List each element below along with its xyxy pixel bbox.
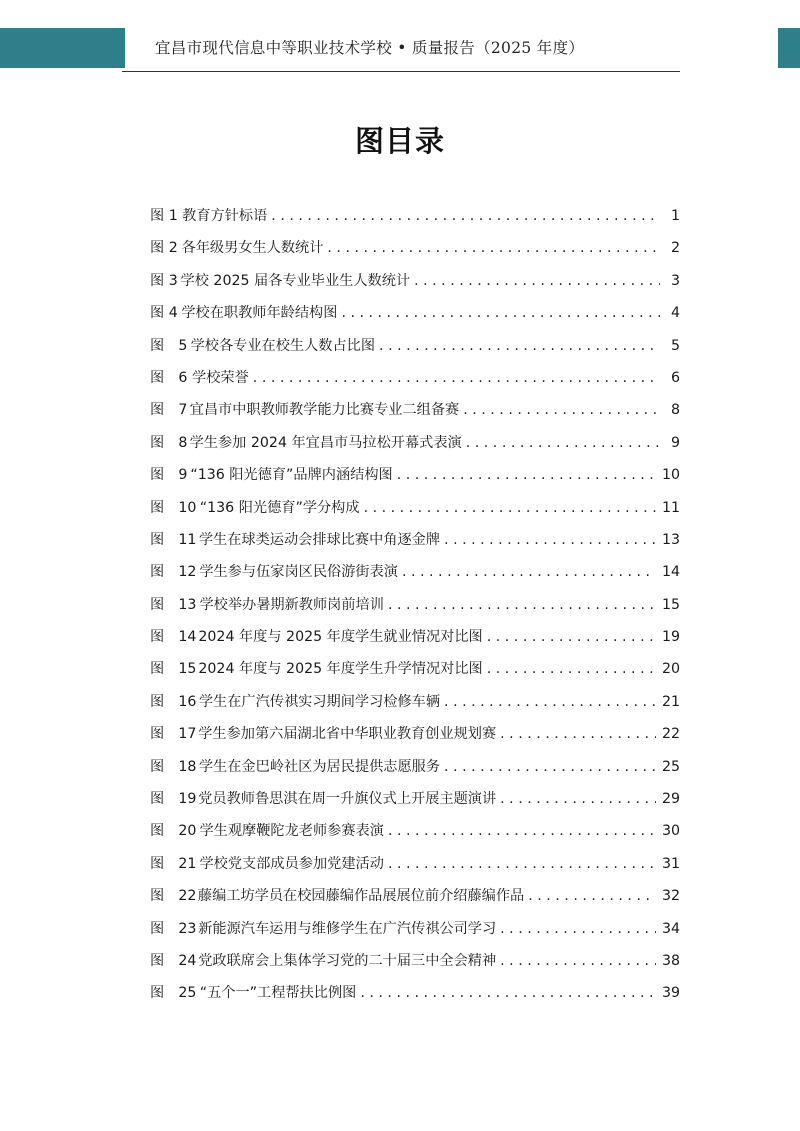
toc-entry[interactable] <box>150 982 680 1014</box>
toc-figure-label: 图 22 <box>150 888 197 905</box>
header-accent-bar-left <box>0 28 125 68</box>
toc-dot-leader <box>360 982 656 1004</box>
toc-page-number: 15 <box>661 596 680 613</box>
toc-figure-label: 图 1 <box>150 208 178 224</box>
toc-entry[interactable] <box>150 853 680 885</box>
toc-page-number: 4 <box>670 305 680 322</box>
toc-page-number: 3 <box>670 272 680 289</box>
header-accent-bar-right <box>778 28 800 68</box>
toc-figure-label: 图 10 <box>150 499 197 516</box>
toc-entry[interactable] <box>150 756 680 788</box>
header-divider <box>122 71 680 72</box>
toc-entry[interactable] <box>150 464 680 496</box>
toc-entry[interactable] <box>150 367 680 399</box>
page-title: 图目录 <box>354 124 445 158</box>
toc-entry[interactable] <box>150 205 680 237</box>
toc-figure-title: 学校 2025 届各专业毕业生人数统计 <box>180 272 411 289</box>
toc-figure-title: 教育方针标语 <box>182 208 268 224</box>
toc-figure-title: 学生在球类运动会排球比赛中角逐金牌 <box>198 531 441 548</box>
toc-figure-title: 2024 年度与 2025 年度学生就业情况对比图 <box>198 629 483 646</box>
toc-entry[interactable] <box>150 885 680 917</box>
toc-entry[interactable] <box>150 335 680 367</box>
toc-page-number: 14 <box>661 564 680 581</box>
toc-figure-title: 宜昌市中职教师教学能力比赛专业二组备赛 <box>189 402 460 419</box>
toc-figure-title: 学校在职教师年龄结构图 <box>181 305 338 322</box>
toc-figure-label: 图 7 <box>150 402 188 419</box>
toc-dot-leader <box>487 626 656 648</box>
toc-page-number: 38 <box>661 952 680 969</box>
toc-figure-label: 图 15 <box>150 661 197 678</box>
toc-page-number: 30 <box>661 823 680 840</box>
toc-figure-title: “136 阳光德育”品牌内涵结构图 <box>190 467 393 484</box>
toc-entry[interactable] <box>150 626 680 658</box>
toc-figure-title: “五个一”工程帮扶比例图 <box>199 985 357 1002</box>
toc-figure-label: 图 4 <box>150 305 178 322</box>
toc-figure-title: “136 阳光德育”学分构成 <box>199 499 360 516</box>
toc-figure-label: 图 6 <box>150 369 188 386</box>
toc-page-number: 39 <box>661 985 680 1002</box>
toc-dot-leader <box>444 756 656 778</box>
toc-figure-label: 图 11 <box>150 531 197 548</box>
toc-entry[interactable] <box>150 529 680 561</box>
toc-figure-label: 图 16 <box>150 693 197 710</box>
toc-entry[interactable] <box>150 399 680 431</box>
toc-entry[interactable] <box>150 594 680 626</box>
toc-figure-label: 图 3 <box>150 272 178 289</box>
toc-entry[interactable] <box>150 950 680 982</box>
toc-dot-leader <box>500 950 656 972</box>
toc-figure-label: 图 2 <box>150 240 178 257</box>
toc-page-number: 32 <box>661 888 680 905</box>
toc-figure-title: 学生参与伍家岗区民俗游街表演 <box>199 564 398 581</box>
toc-entry[interactable] <box>150 497 680 529</box>
toc-dot-leader <box>379 335 660 357</box>
toc-dot-leader <box>463 399 660 421</box>
toc-dot-leader <box>388 853 656 875</box>
toc-entry[interactable] <box>150 302 680 334</box>
toc-figure-label: 图 20 <box>150 823 197 840</box>
toc-entry[interactable] <box>150 788 680 820</box>
toc-page-number: 31 <box>661 855 680 872</box>
toc-figure-title: 学校荣誉 <box>192 369 249 386</box>
toc-figure-label: 图 23 <box>150 920 197 937</box>
toc-page-number: 8 <box>670 402 680 419</box>
figure-list <box>150 205 680 1015</box>
toc-figure-title: 党政联席会上集体学习党的二十届三中全会精神 <box>198 952 497 969</box>
toc-dot-leader <box>271 205 660 227</box>
toc-figure-title: 学校党支部成员参加党建活动 <box>199 855 384 872</box>
toc-dot-leader <box>253 367 660 389</box>
toc-figure-label: 图 5 <box>150 337 188 354</box>
toc-figure-title: 学生参加 2024 年宜昌市马拉松开幕式表演 <box>189 434 462 451</box>
toc-dot-leader <box>528 885 656 907</box>
toc-dot-leader <box>388 820 656 842</box>
toc-page-number: 10 <box>661 467 680 484</box>
toc-dot-leader <box>341 302 660 324</box>
report-header-title: 宜昌市现代信息中等职业技术学校 • 质量报告（2025 年度） <box>155 39 585 57</box>
toc-entry[interactable] <box>150 918 680 950</box>
toc-entry[interactable] <box>150 820 680 852</box>
toc-figure-label: 图 25 <box>150 985 197 1002</box>
toc-entry[interactable] <box>150 237 680 269</box>
toc-page-number: 34 <box>661 920 680 937</box>
toc-figure-title: 藤编工坊学员在校园藤编作品展展位前介绍藤编作品 <box>197 888 525 905</box>
toc-figure-label: 图 13 <box>150 596 197 613</box>
toc-figure-title: 学生在金巴岭社区为居民提供志愿服务 <box>198 758 441 775</box>
toc-dot-leader <box>466 432 660 454</box>
toc-entry[interactable] <box>150 432 680 464</box>
toc-dot-leader <box>444 691 656 713</box>
toc-page-number: 9 <box>670 434 680 451</box>
toc-dot-leader <box>364 497 656 519</box>
toc-page-number: 29 <box>661 791 680 808</box>
toc-figure-label: 图 14 <box>150 629 197 646</box>
toc-figure-title: 学校各专业在校生人数占比图 <box>190 337 376 354</box>
toc-entry[interactable] <box>150 691 680 723</box>
toc-entry[interactable] <box>150 658 680 690</box>
toc-page-number: 19 <box>661 629 680 646</box>
toc-dot-leader <box>500 788 656 810</box>
toc-figure-title: 学生观摩鞭陀龙老师参赛表演 <box>199 823 384 840</box>
toc-figure-label: 图 18 <box>150 758 197 775</box>
toc-page-number: 1 <box>670 208 680 224</box>
toc-figure-label: 图 8 <box>150 434 188 451</box>
toc-dot-leader <box>397 464 656 486</box>
toc-figure-title: 新能源汽车运用与维修学生在广汽传祺公司学习 <box>198 920 497 937</box>
toc-entry[interactable] <box>150 270 680 302</box>
toc-page-number: 2 <box>670 240 680 257</box>
toc-figure-title: 党员教师鲁思淇在周一升旗仪式上开展主题演讲 <box>198 791 497 808</box>
toc-page-number: 6 <box>670 369 680 386</box>
toc-figure-label: 图 17 <box>150 726 197 743</box>
toc-figure-label: 图 9 <box>150 467 188 484</box>
toc-entry[interactable] <box>150 561 680 593</box>
toc-figure-label: 图 21 <box>150 855 197 872</box>
toc-dot-leader <box>402 561 656 583</box>
toc-page-number: 21 <box>661 693 680 710</box>
toc-figure-title: 学生参加第六届湖北省中华职业教育创业规划赛 <box>198 726 497 743</box>
toc-dot-leader <box>500 723 656 745</box>
toc-dot-leader <box>444 529 656 551</box>
toc-dot-leader <box>487 658 656 680</box>
toc-page-number: 20 <box>661 661 680 678</box>
toc-dot-leader <box>500 918 656 940</box>
toc-figure-title: 2024 年度与 2025 年度学生升学情况对比图 <box>198 661 483 678</box>
toc-page-number: 25 <box>661 758 680 775</box>
toc-figure-title: 学校举办暑期新教师岗前培训 <box>199 596 384 613</box>
toc-page-number: 13 <box>661 531 680 548</box>
toc-dot-leader <box>327 237 660 259</box>
toc-figure-title: 各年级男女生人数统计 <box>181 240 324 257</box>
toc-figure-label: 图 19 <box>150 791 197 808</box>
toc-figure-label: 图 12 <box>150 564 197 581</box>
toc-page-number: 22 <box>661 726 680 743</box>
toc-dot-leader <box>414 270 660 292</box>
toc-figure-title: 学生在广汽传祺实习期间学习检修车辆 <box>198 693 441 710</box>
toc-figure-label: 图 24 <box>150 952 197 969</box>
toc-dot-leader <box>388 594 656 616</box>
toc-page-number: 5 <box>670 337 680 354</box>
toc-entry[interactable] <box>150 723 680 755</box>
toc-page-number: 11 <box>661 499 680 516</box>
